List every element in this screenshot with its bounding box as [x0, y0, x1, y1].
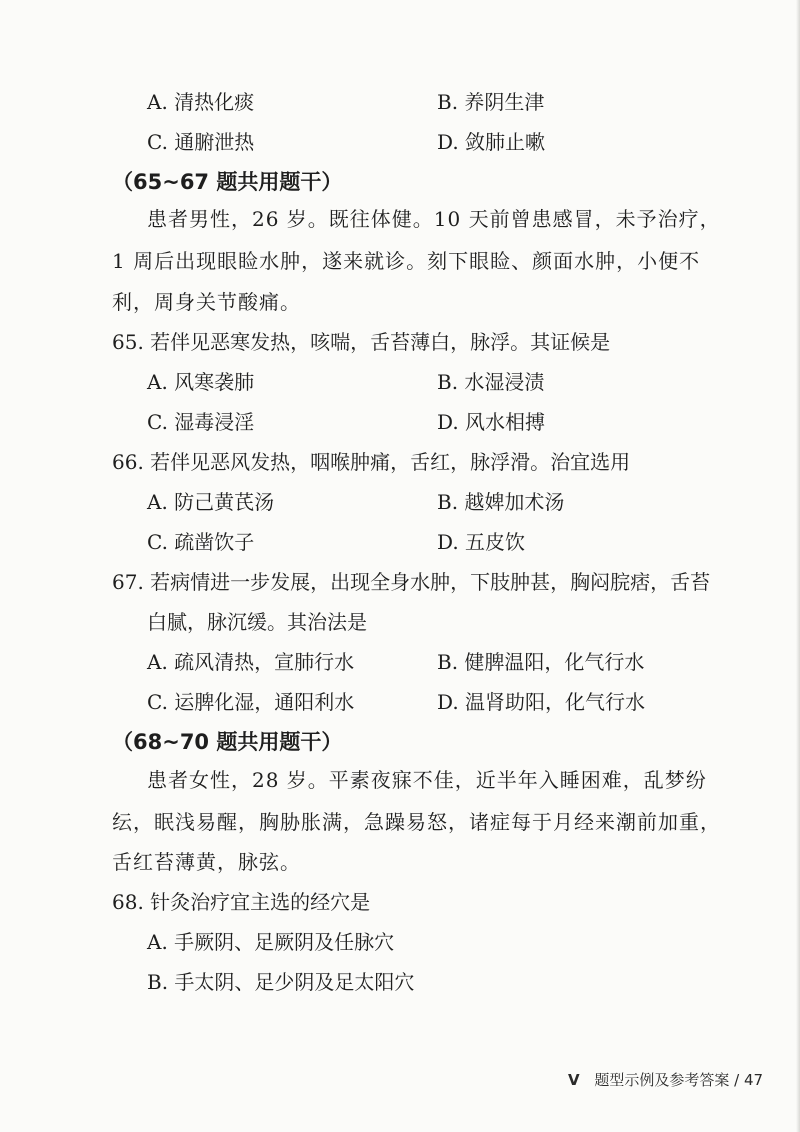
q67-option-b: B. 健脾温阳，化气行水: [437, 650, 645, 674]
group-title-65-67: （65~67 题共用题干）: [112, 170, 343, 194]
q67-option-a: A. 疏风清热，宣肺行水: [147, 650, 355, 674]
stem-line: 纭，眠浅易醒，胸胁胀满，急躁易怒，诸症每于月经来潮前加重，: [112, 810, 721, 834]
stem-line: 1 周后出现眼睑水肿，遂来就诊。刻下眼睑、颜面水肿，小便不: [112, 249, 701, 273]
question-68: 68. 针灸治疗宜主选的经穴是: [112, 890, 371, 914]
question-67-continued: 白腻，脉沉缓。其治法是: [147, 610, 367, 634]
stem-line: 利，周身关节酸痛。: [112, 290, 301, 314]
q66-option-b: B. 越婢加术汤: [437, 490, 565, 514]
page-footer: [568, 1069, 763, 1090]
q68-option-b: B. 手太阴、足少阴及足太阳穴: [147, 970, 415, 994]
q66-option-a: A. 防己黄芪汤: [147, 490, 275, 514]
q65-option-a: A. 风寒袭肺: [147, 370, 255, 394]
question-66: 66. 若伴见恶风发热，咽喉肿痛，舌红，脉浮滑。治宜选用: [112, 450, 631, 474]
stem-line: 舌红苔薄黄，脉弦。: [112, 850, 301, 874]
q66-option-c: C. 疏凿饮子: [147, 530, 255, 554]
footer-section: V: [568, 1071, 580, 1089]
stem-line: 患者女性，28 岁。平素夜寐不佳，近半年入睡困难，乱梦纷: [147, 768, 707, 792]
question-67: 67. 若病情进一步发展，出现全身水肿，下肢肿甚，胸闷脘痞，舌苔: [112, 570, 711, 594]
prev-option-c: C. 通腑泄热: [147, 130, 255, 154]
stem-line: 患者男性，26 岁。既往体健。10 天前曾患感冒，未予治疗，: [147, 207, 721, 231]
q65-option-c: C. 湿毒浸淫: [147, 410, 255, 434]
prev-option-a: A. 清热化痰: [147, 90, 255, 114]
group-title-68-70: （68~70 题共用题干）: [112, 730, 343, 754]
q67-option-c: C. 运脾化湿，通阳利水: [147, 690, 355, 714]
q67-option-d: D. 温肾助阳，化气行水: [437, 690, 646, 714]
q65-option-d: D. 风水相搏: [437, 410, 546, 434]
q68-option-a: A. 手厥阴、足厥阴及任脉穴: [147, 930, 395, 954]
q66-option-d: D. 五皮饮: [437, 530, 526, 554]
prev-option-b: B. 养阴生津: [437, 90, 545, 114]
question-65: 65. 若伴见恶寒发热，咳喘，舌苔薄白，脉浮。其证候是: [112, 330, 611, 354]
prev-option-d: D. 敛肺止嗽: [437, 130, 546, 154]
footer-title: 题型示例及参考答案 / 47: [594, 1071, 764, 1089]
q65-option-b: B. 水湿浸渍: [437, 370, 545, 394]
page-edge-shadow: [796, 0, 800, 1132]
